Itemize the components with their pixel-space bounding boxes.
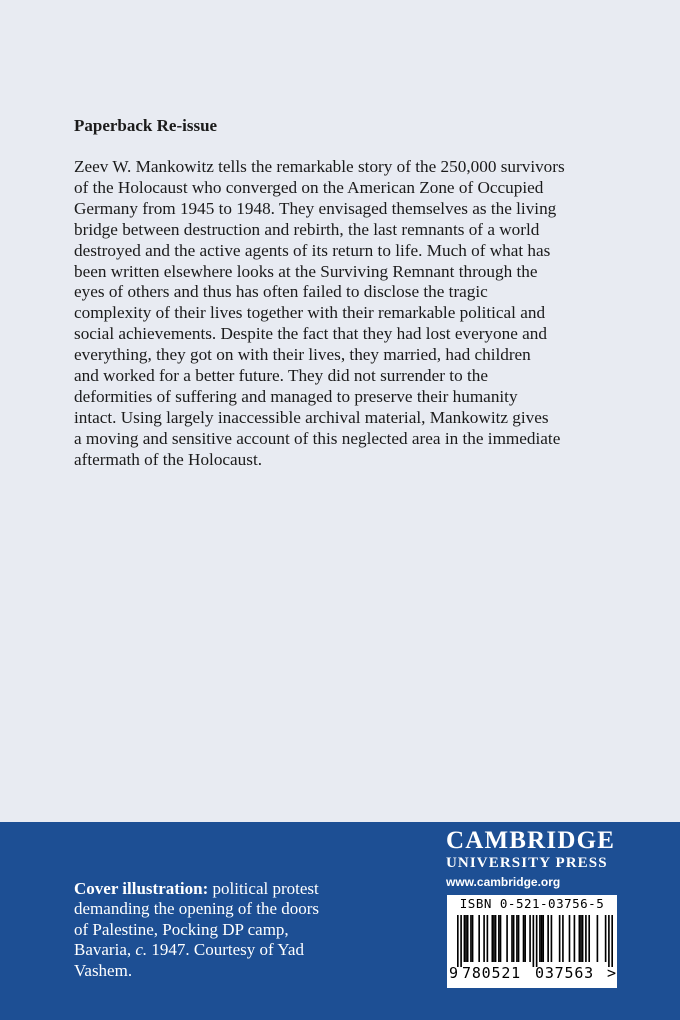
barcode-bar	[582, 915, 584, 962]
publisher-subname: UNIVERSITY PRESS	[446, 855, 608, 871]
barcode-bar	[541, 915, 543, 962]
ean-arrow: >	[607, 964, 617, 982]
publisher-name: CAMBRIDGE	[446, 827, 616, 854]
barcode-bar	[495, 915, 497, 962]
barcode-bar	[579, 915, 581, 962]
barcode-bar	[574, 915, 576, 962]
credit-text: 1947. Courtesy of Yad	[147, 940, 304, 960]
description-line: bridge between destruction and rebirth, the last remnants of a world	[74, 219, 540, 239]
barcode-guard-bar	[457, 915, 459, 967]
barcode-bar	[487, 915, 489, 962]
credit-line: Vashem.	[74, 960, 133, 980]
description-line: Germany from 1945 to 1948. They envisaged themselves as the living	[74, 198, 557, 218]
barcode-bar	[513, 915, 515, 962]
barcode-bar	[470, 915, 472, 962]
barcode-guard-bar	[608, 915, 610, 967]
barcode-guard-bar	[460, 915, 462, 967]
barcode-bar	[559, 915, 561, 962]
barcode-bar	[493, 915, 495, 962]
barcode-bar	[562, 915, 564, 962]
description-line: destroyed and the active agents of its return to life. Much of what has	[74, 240, 551, 260]
barcode-bar	[605, 915, 607, 962]
barcode-guard-bar	[533, 915, 535, 967]
barcode-bar	[529, 915, 531, 962]
description-line: intact. Using largely inaccessible archival material, Mankowitz gives	[74, 407, 549, 427]
barcode-bars	[457, 915, 613, 967]
description-line: complexity of their lives together with their remarkable political and	[74, 303, 546, 323]
book-description	[74, 157, 634, 471]
barcode-bar	[506, 915, 508, 962]
publisher-url: www.cambridge.org	[446, 875, 561, 889]
barcode-bar	[516, 915, 518, 962]
barcode-bar	[464, 915, 466, 962]
barcode-bar	[547, 915, 549, 962]
barcode-bar	[539, 915, 541, 962]
barcode-bar	[542, 915, 544, 962]
barcode-bar	[585, 915, 587, 962]
credit-line	[74, 879, 374, 899]
barcode-bar	[523, 915, 525, 962]
barcode-bar	[472, 915, 474, 962]
credit-line	[74, 940, 374, 960]
barcode-bar	[551, 915, 553, 962]
description-line: and worked for a better future. They did not surrender to the	[74, 366, 488, 386]
credit-circa: c.	[135, 940, 148, 960]
ean-right-group: 037563	[535, 964, 594, 982]
isbn-barcode	[447, 895, 617, 988]
isbn-number: ISBN 0-521-03756-5	[459, 896, 605, 911]
publisher-logo	[446, 828, 621, 890]
description-line: eyes of others and thus has often failed to disclose the tragic	[74, 282, 488, 302]
credit-label: Cover illustration:	[74, 879, 209, 898]
description-line: been written elsewhere looks at the Surviving Remnant through the	[74, 261, 538, 281]
description-line: aftermath of the Holocaust.	[74, 449, 263, 469]
description-line: deformities of suffering and managed to preserve their humanity	[74, 386, 518, 406]
barcode-bar	[569, 915, 571, 962]
barcode-bar	[524, 915, 526, 962]
barcode-guard-bar	[611, 915, 613, 967]
barcode-bar	[483, 915, 485, 962]
barcode-bar	[511, 915, 513, 962]
barcode-bar	[580, 915, 582, 962]
description-line: social achievements. Despite the fact that they had lost everyone and	[74, 324, 547, 344]
description-line: everything, they got on with their lives, they married, had children	[74, 345, 531, 365]
description-line: Zeev W. Mankowitz tells the remarkable story of the 250,000 survivors	[74, 157, 565, 176]
barcode-bar	[518, 915, 520, 962]
barcode-bar	[465, 915, 467, 962]
edition-heading: Paperback Re-issue	[74, 116, 218, 135]
barcode-bar	[597, 915, 599, 962]
barcode-bar	[500, 915, 502, 962]
description-line: a moving and sensitive account of this neglected area in the immediate	[74, 428, 561, 448]
ean-first-digit: 9	[449, 964, 459, 982]
barcode-bar	[588, 915, 590, 962]
description-line: of the Holocaust who converged on the American Zone of Occupied	[74, 177, 544, 197]
credit-text: Bavaria,	[74, 940, 136, 960]
barcode-bar	[467, 915, 469, 962]
barcode-bar	[478, 915, 480, 962]
barcode-bar	[498, 915, 500, 962]
credit-text: political protest	[208, 879, 319, 898]
credit-line: demanding the opening of the doors	[74, 899, 320, 919]
ean-left-group: 780521	[462, 964, 521, 982]
credit-line: of Palestine, Pocking DP camp,	[74, 919, 289, 939]
cover-illustration-credit	[74, 879, 374, 981]
barcode-bar	[491, 915, 493, 962]
barcode-guard-bar	[536, 915, 538, 967]
